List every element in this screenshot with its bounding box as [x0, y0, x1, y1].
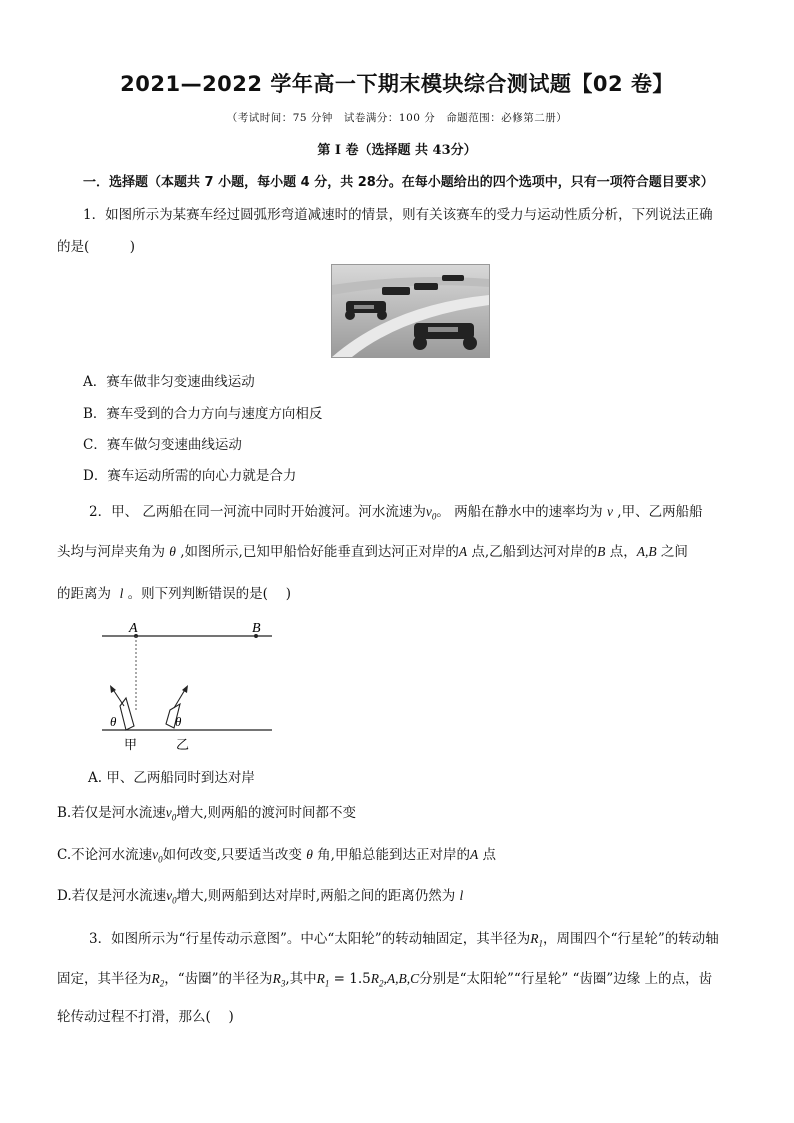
- race-car-photo: [331, 264, 490, 358]
- q1-option-c: C．赛车做匀变速曲线运动: [83, 437, 242, 453]
- q2-option-d: D.若仅是河水流速$v_0$增大,则两船到达对岸时,两船之间的距离仍然为 l: [57, 888, 464, 906]
- q3-stem-line3: 轮传动过程不打滑，那么( ): [57, 1009, 234, 1025]
- q1-option-b: B．赛车受到的合力方向与速度方向相反: [83, 406, 323, 422]
- q1-stem-line2: 的是( ): [57, 239, 136, 255]
- q2-stem-line2: 头均与河岸夹角为 θ ,如图所示,已知甲船恰好能垂直到达河正对岸的A 点,乙船到达河对岸的B 点，A,B 之间: [57, 544, 688, 560]
- volume-heading: 第 I 卷（选择题 共 43分）: [317, 143, 477, 158]
- symbol-v0: $v_0$: [425, 504, 437, 522]
- page-title: 2021—2022 学年高一下期末模块综合测试题【02 卷】: [120, 72, 674, 96]
- q3-stem-line2: 固定，其半径为$R_2$，“齿圈”的半径为$R_3$,其中$R_1 = 1.5R_2,A,B,C$分别是“太阳轮”“行星轮” “齿圈”边缘 上的点，齿: [57, 971, 713, 989]
- q1-option-d: D．赛车运动所需的向心力就是合力: [83, 468, 297, 484]
- q1-option-a: A．赛车做非匀变速曲线运动: [83, 374, 255, 390]
- river-crossing-diagram: [96, 614, 276, 754]
- q2-stem-line1: 2．甲、 乙两船在同一河流中同时开始渡河。河水流速为$v_0$。 两船在静水中的速率均为 v ,甲、乙两船船: [89, 504, 703, 522]
- label-theta-yi: θ: [175, 714, 182, 729]
- label-a: A: [129, 621, 138, 636]
- q2-option-a: A. 甲、乙两船同时到达对岸: [88, 770, 255, 786]
- q1-stem-line1: 1．如图所示为某赛车经过圆弧形弯道减速时的情景，则有关该赛车的受力与运动性质分析，下列说法正确: [83, 207, 713, 223]
- label-jia: 甲: [124, 738, 138, 753]
- label-theta-jia: θ: [110, 714, 117, 729]
- q2-stem-line3: 的距离为 l 。则下列判断错误的是( ): [57, 586, 291, 602]
- q2-option-b: B.若仅是河水流速$v_0$增大,则两船的渡河时间都不变: [57, 805, 357, 823]
- label-b: B: [252, 621, 261, 636]
- q2-option-c: C.不论河水流速$v_0$如何改变,只要适当改变 θ 角,甲船总能到达正对岸的A 点: [57, 847, 497, 865]
- label-yi: 乙: [176, 738, 190, 753]
- q3-stem-line1: 3．如图所示为“行星传动示意图”。中心“太阳轮”的转动轴固定，其半径为$R_1$，周围四个“行星轮”的转动轴: [89, 931, 719, 949]
- section-heading: 一．选择题（本题共 7 小题，每小题 4 分，共 28分。在每小题给出的四个选项中，只有一项符合题目要求）: [83, 175, 714, 190]
- exam-info: （考试时间：75 分钟 试卷满分：100 分 命题范围：必修第二册）: [226, 112, 568, 124]
